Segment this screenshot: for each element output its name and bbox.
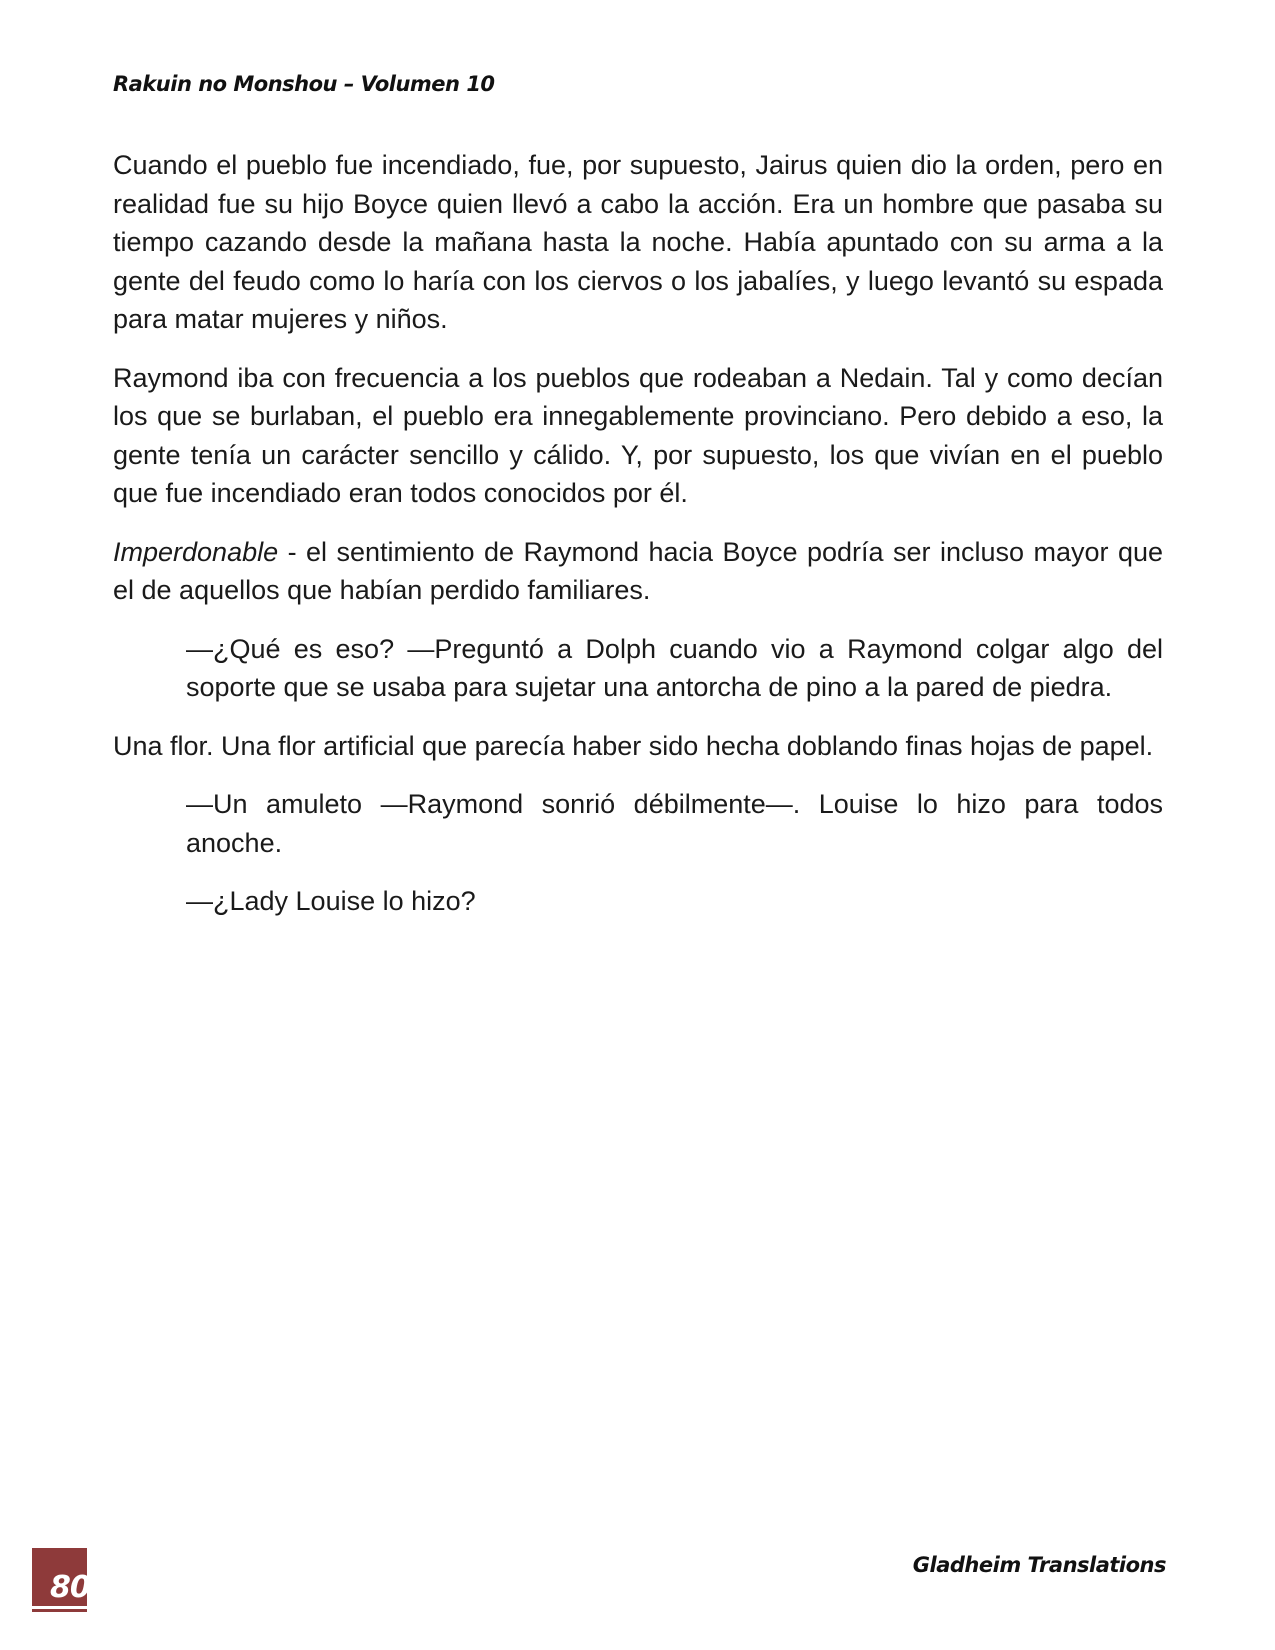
paragraph: Una flor. Una flor artificial que parecía haber sido hecha doblando finas hojas de papel. [113, 730, 1154, 761]
page-body [113, 146, 1163, 941]
page-number-underline [32, 1606, 87, 1609]
paragraph: Cuando el pueblo fue incendiado, fue, por supuesto, Jairus quien dio la orden, pero en realidad fue su hijo Boyce quien llevó a cabo la acción. Era un hombre que pasaba su tiempo cazando desde la mañana hasta la noche. Había apuntado con su arma a la gente del feudo como lo haría con los ciervos o los jabalíes, y luego levantó su espada para matar mujeres y niños. [113, 150, 1163, 334]
paragraph-text: - el sentimiento de Raymond hacia Boyce podría ser incluso mayor que el de aquellos que habían perdido familiares. [113, 536, 1163, 605]
footer-credit: Gladheim Translations [912, 1553, 1166, 1577]
dialogue-paragraph: —¿Qué es eso? —Preguntó a Dolph cuando vio a Raymond colgar algo del soporte que se usaba para sujetar una antorcha de pino a la pared de piedra. [186, 633, 1163, 702]
dialogue-paragraph: —¿Lady Louise lo hizo? [186, 886, 476, 916]
paragraph [113, 533, 1163, 610]
italic-emphasis: Imperdonable [113, 536, 279, 567]
paragraph: Raymond iba con frecuencia a los pueblos que rodeaban a Nedain. Tal y como decían los que se burlaban, el pueblo era innegablemente provinciano. Pero debido a eso, la gente tenía un carácter sencillo y cálido. Y, por supuesto, los que vivían en el pueblo que fue incendiado eran todos conocidos por él. [113, 362, 1163, 508]
dialogue-paragraph: —Un amuleto —Raymond sonrió débilmente—. Louise lo hizo para todos anoche. [186, 789, 1163, 858]
running-header: Rakuin no Monshou – Volumen 10 [113, 72, 495, 96]
page-number: 80 [50, 1570, 90, 1605]
